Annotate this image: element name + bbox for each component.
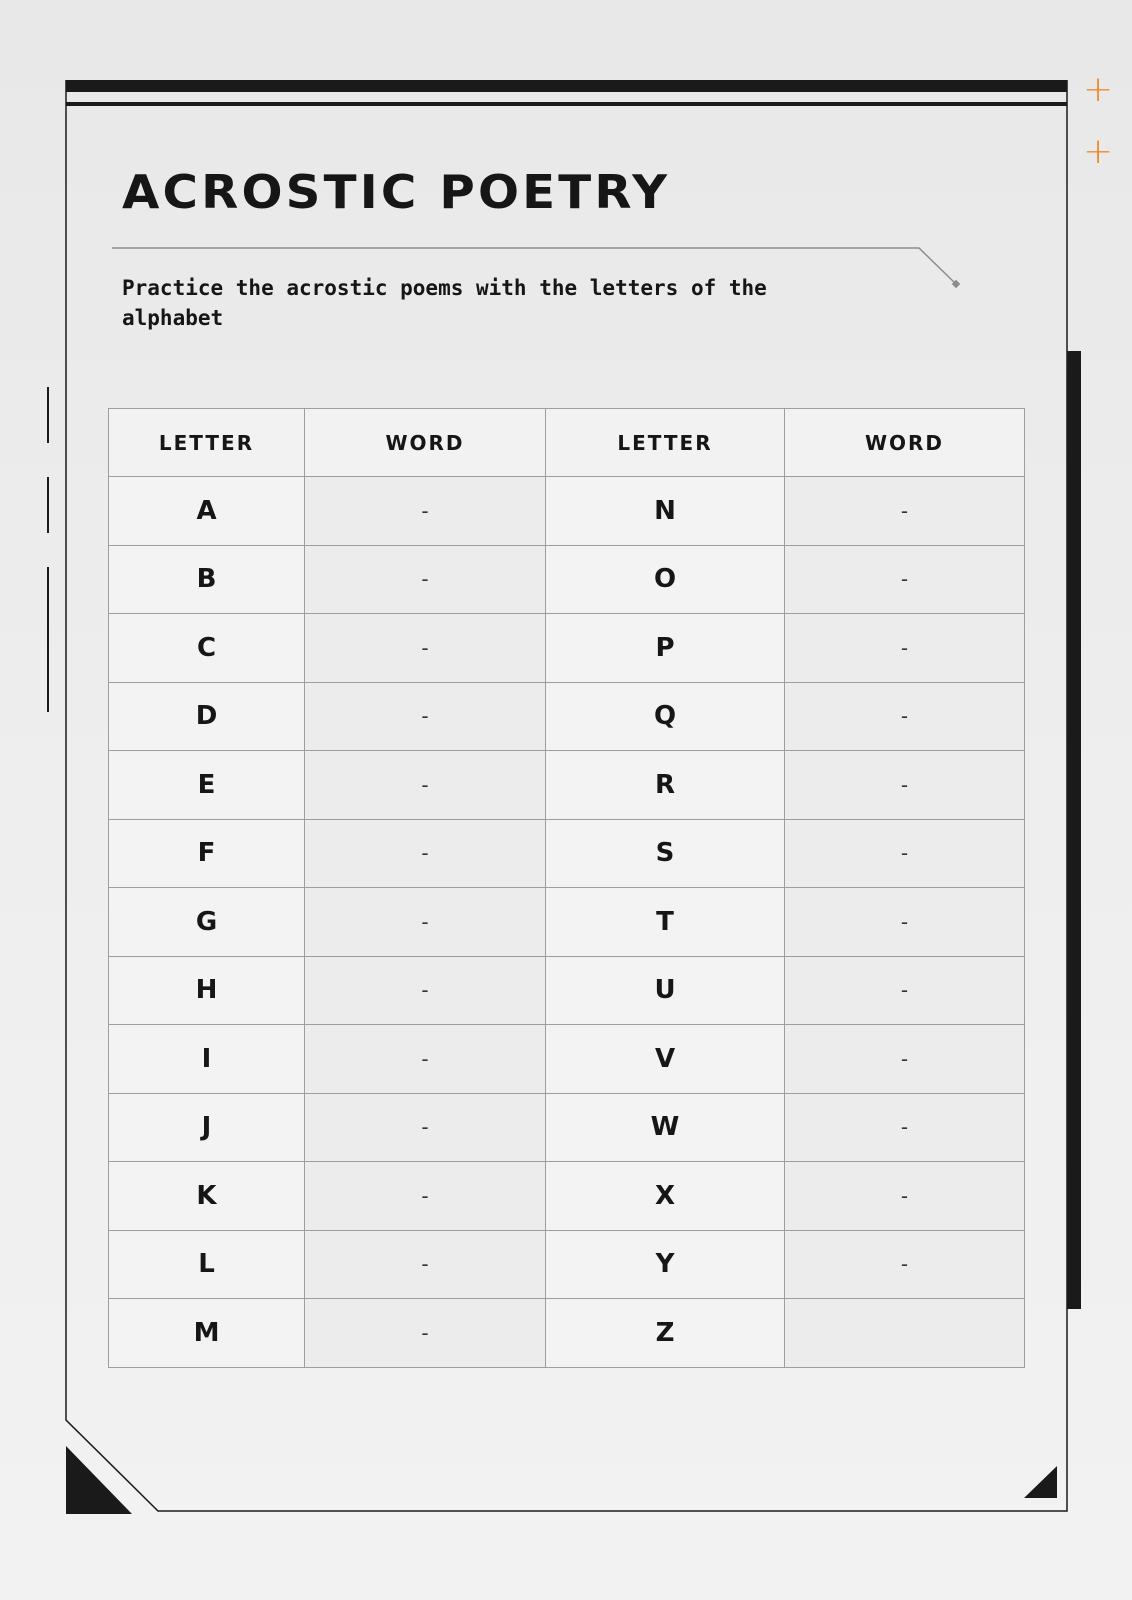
header-word: WORD <box>785 409 1025 477</box>
letter-cell: X <box>546 1162 785 1231</box>
letter-cell: F <box>109 819 305 888</box>
letter-cell: E <box>109 751 305 820</box>
letter-cell: Y <box>546 1230 785 1299</box>
header-letter: LETTER <box>109 409 305 477</box>
word-cell[interactable]: - <box>305 1093 546 1162</box>
word-cell[interactable]: - <box>305 477 546 546</box>
plus-icon: + <box>1083 69 1114 110</box>
left-decor-line-1 <box>47 387 49 443</box>
word-cell[interactable]: - <box>305 614 546 683</box>
word-cell[interactable]: - <box>305 1299 546 1368</box>
word-cell[interactable]: - <box>305 956 546 1025</box>
letter-cell: K <box>109 1162 305 1231</box>
word-cell[interactable]: - <box>785 1162 1025 1231</box>
letter-cell: T <box>546 888 785 957</box>
page-subtitle: Practice the acrostic poems with the letters of the alphabet <box>122 276 767 330</box>
corner-triangle-bottom-right <box>1024 1466 1057 1498</box>
table-row <box>109 751 1025 820</box>
letter-cell: J <box>109 1093 305 1162</box>
letter-cell: A <box>109 477 305 546</box>
word-cell[interactable]: - <box>785 1093 1025 1162</box>
letter-cell: G <box>109 888 305 957</box>
table-row <box>109 614 1025 683</box>
word-cell[interactable]: - <box>785 751 1025 820</box>
right-accent-bar <box>1067 351 1081 1309</box>
letter-cell: N <box>546 477 785 546</box>
word-cell[interactable]: - <box>785 819 1025 888</box>
word-cell[interactable]: - <box>785 682 1025 751</box>
table-row <box>109 1025 1025 1094</box>
word-cell[interactable]: - <box>785 477 1025 546</box>
table-row <box>109 1162 1025 1231</box>
table-row <box>109 1230 1025 1299</box>
left-decor-line-3 <box>47 567 49 712</box>
word-cell[interactable]: - <box>305 888 546 957</box>
letter-cell: I <box>109 1025 305 1094</box>
word-cell[interactable]: - <box>785 888 1025 957</box>
header-letter: LETTER <box>546 409 785 477</box>
top-bar-thick <box>66 80 1067 92</box>
word-cell[interactable] <box>785 1299 1025 1368</box>
corner-triangle-bottom-left <box>66 1446 132 1514</box>
header-word: WORD <box>305 409 546 477</box>
word-cell[interactable]: - <box>305 682 546 751</box>
letter-cell: B <box>109 545 305 614</box>
table-row <box>109 477 1025 546</box>
table-row <box>109 956 1025 1025</box>
plus-icon: + <box>1083 131 1114 172</box>
letter-cell: Q <box>546 682 785 751</box>
word-cell[interactable]: - <box>785 1230 1025 1299</box>
letter-cell: H <box>109 956 305 1025</box>
word-cell[interactable]: - <box>785 1025 1025 1094</box>
letter-cell: M <box>109 1299 305 1368</box>
letter-cell: P <box>546 614 785 683</box>
letter-cell: C <box>109 614 305 683</box>
table-row <box>109 682 1025 751</box>
table-row <box>109 819 1025 888</box>
word-cell[interactable]: - <box>305 545 546 614</box>
word-cell[interactable]: - <box>305 819 546 888</box>
acrostic-table <box>108 408 1025 1368</box>
word-cell[interactable]: - <box>785 956 1025 1025</box>
word-cell[interactable]: - <box>305 1162 546 1231</box>
left-decor-line-2 <box>47 477 49 533</box>
letter-cell: W <box>546 1093 785 1162</box>
table-row <box>109 888 1025 957</box>
letter-cell: O <box>546 545 785 614</box>
table-row <box>109 1299 1025 1368</box>
table-row <box>109 1093 1025 1162</box>
letter-cell: S <box>546 819 785 888</box>
letter-cell: D <box>109 682 305 751</box>
word-cell[interactable]: - <box>305 751 546 820</box>
table-header-row <box>109 409 1025 477</box>
table-row <box>109 545 1025 614</box>
word-cell[interactable]: - <box>785 614 1025 683</box>
word-cell[interactable]: - <box>305 1230 546 1299</box>
top-bar-thin <box>66 102 1067 106</box>
letter-cell: Z <box>546 1299 785 1368</box>
letter-cell: V <box>546 1025 785 1094</box>
letter-cell: R <box>546 751 785 820</box>
word-cell[interactable]: - <box>785 545 1025 614</box>
page-title: ACROSTIC POETRY <box>122 165 671 219</box>
letter-cell: L <box>109 1230 305 1299</box>
word-cell[interactable]: - <box>305 1025 546 1094</box>
letter-cell: U <box>546 956 785 1025</box>
